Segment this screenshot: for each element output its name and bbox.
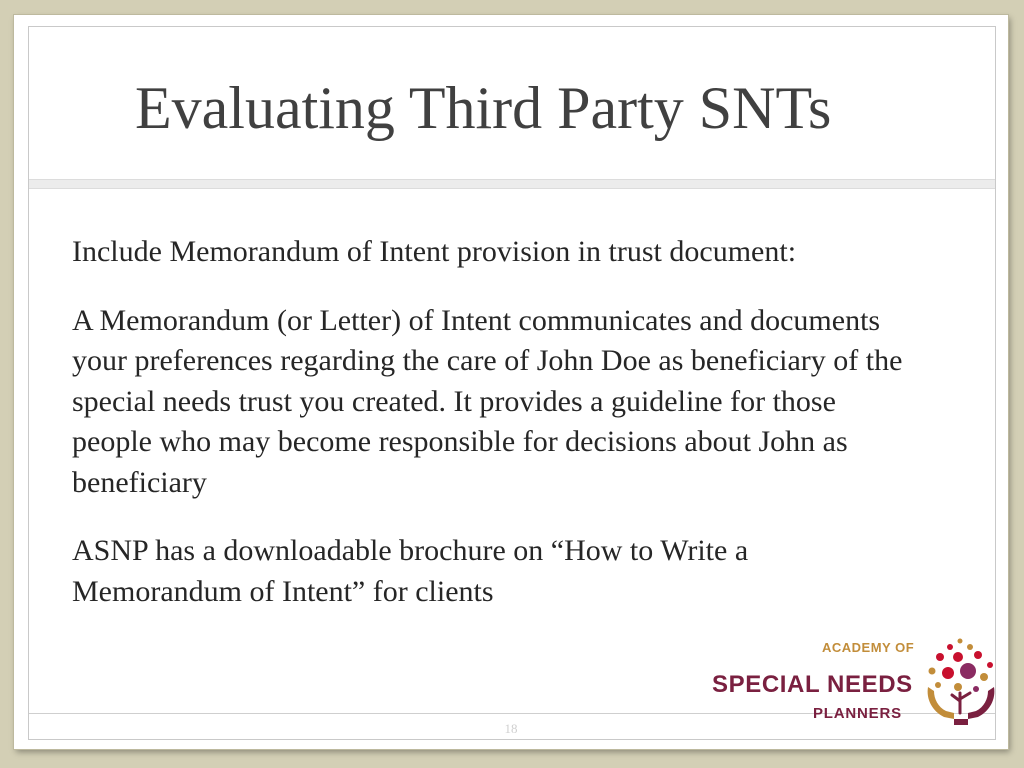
logo-text-planners: PLANNERS [813,705,902,722]
page-number: 18 [504,721,518,736]
title-divider [29,179,995,189]
logo-text-academy-of: ACADEMY OF [822,640,915,655]
hands-holding-tree-icon [924,635,998,727]
logo-text-special-needs: SPECIAL NEEDS [712,671,913,698]
body-paragraph-3: ASNP has a downloadable brochure on “How to Write a Memorandum of Intent” for clients [72,534,749,608]
asnp-logo [710,625,1000,725]
slide-frame [14,15,1008,749]
slide-title: Evaluating Third Party SNTs [135,75,832,141]
body-paragraph-2: A Memorandum (or Letter) of Intent communicates and documents your preferences regarding the care of John Doe as beneficiary of the special needs trust you created. It provides a guideline for those people who may become responsible for decisions about John as beneficiary [72,303,903,499]
body-paragraph-1: Include Memorandum of Intent provision in trust document: [72,235,797,268]
slide-body [72,232,912,640]
title-area [29,27,995,179]
